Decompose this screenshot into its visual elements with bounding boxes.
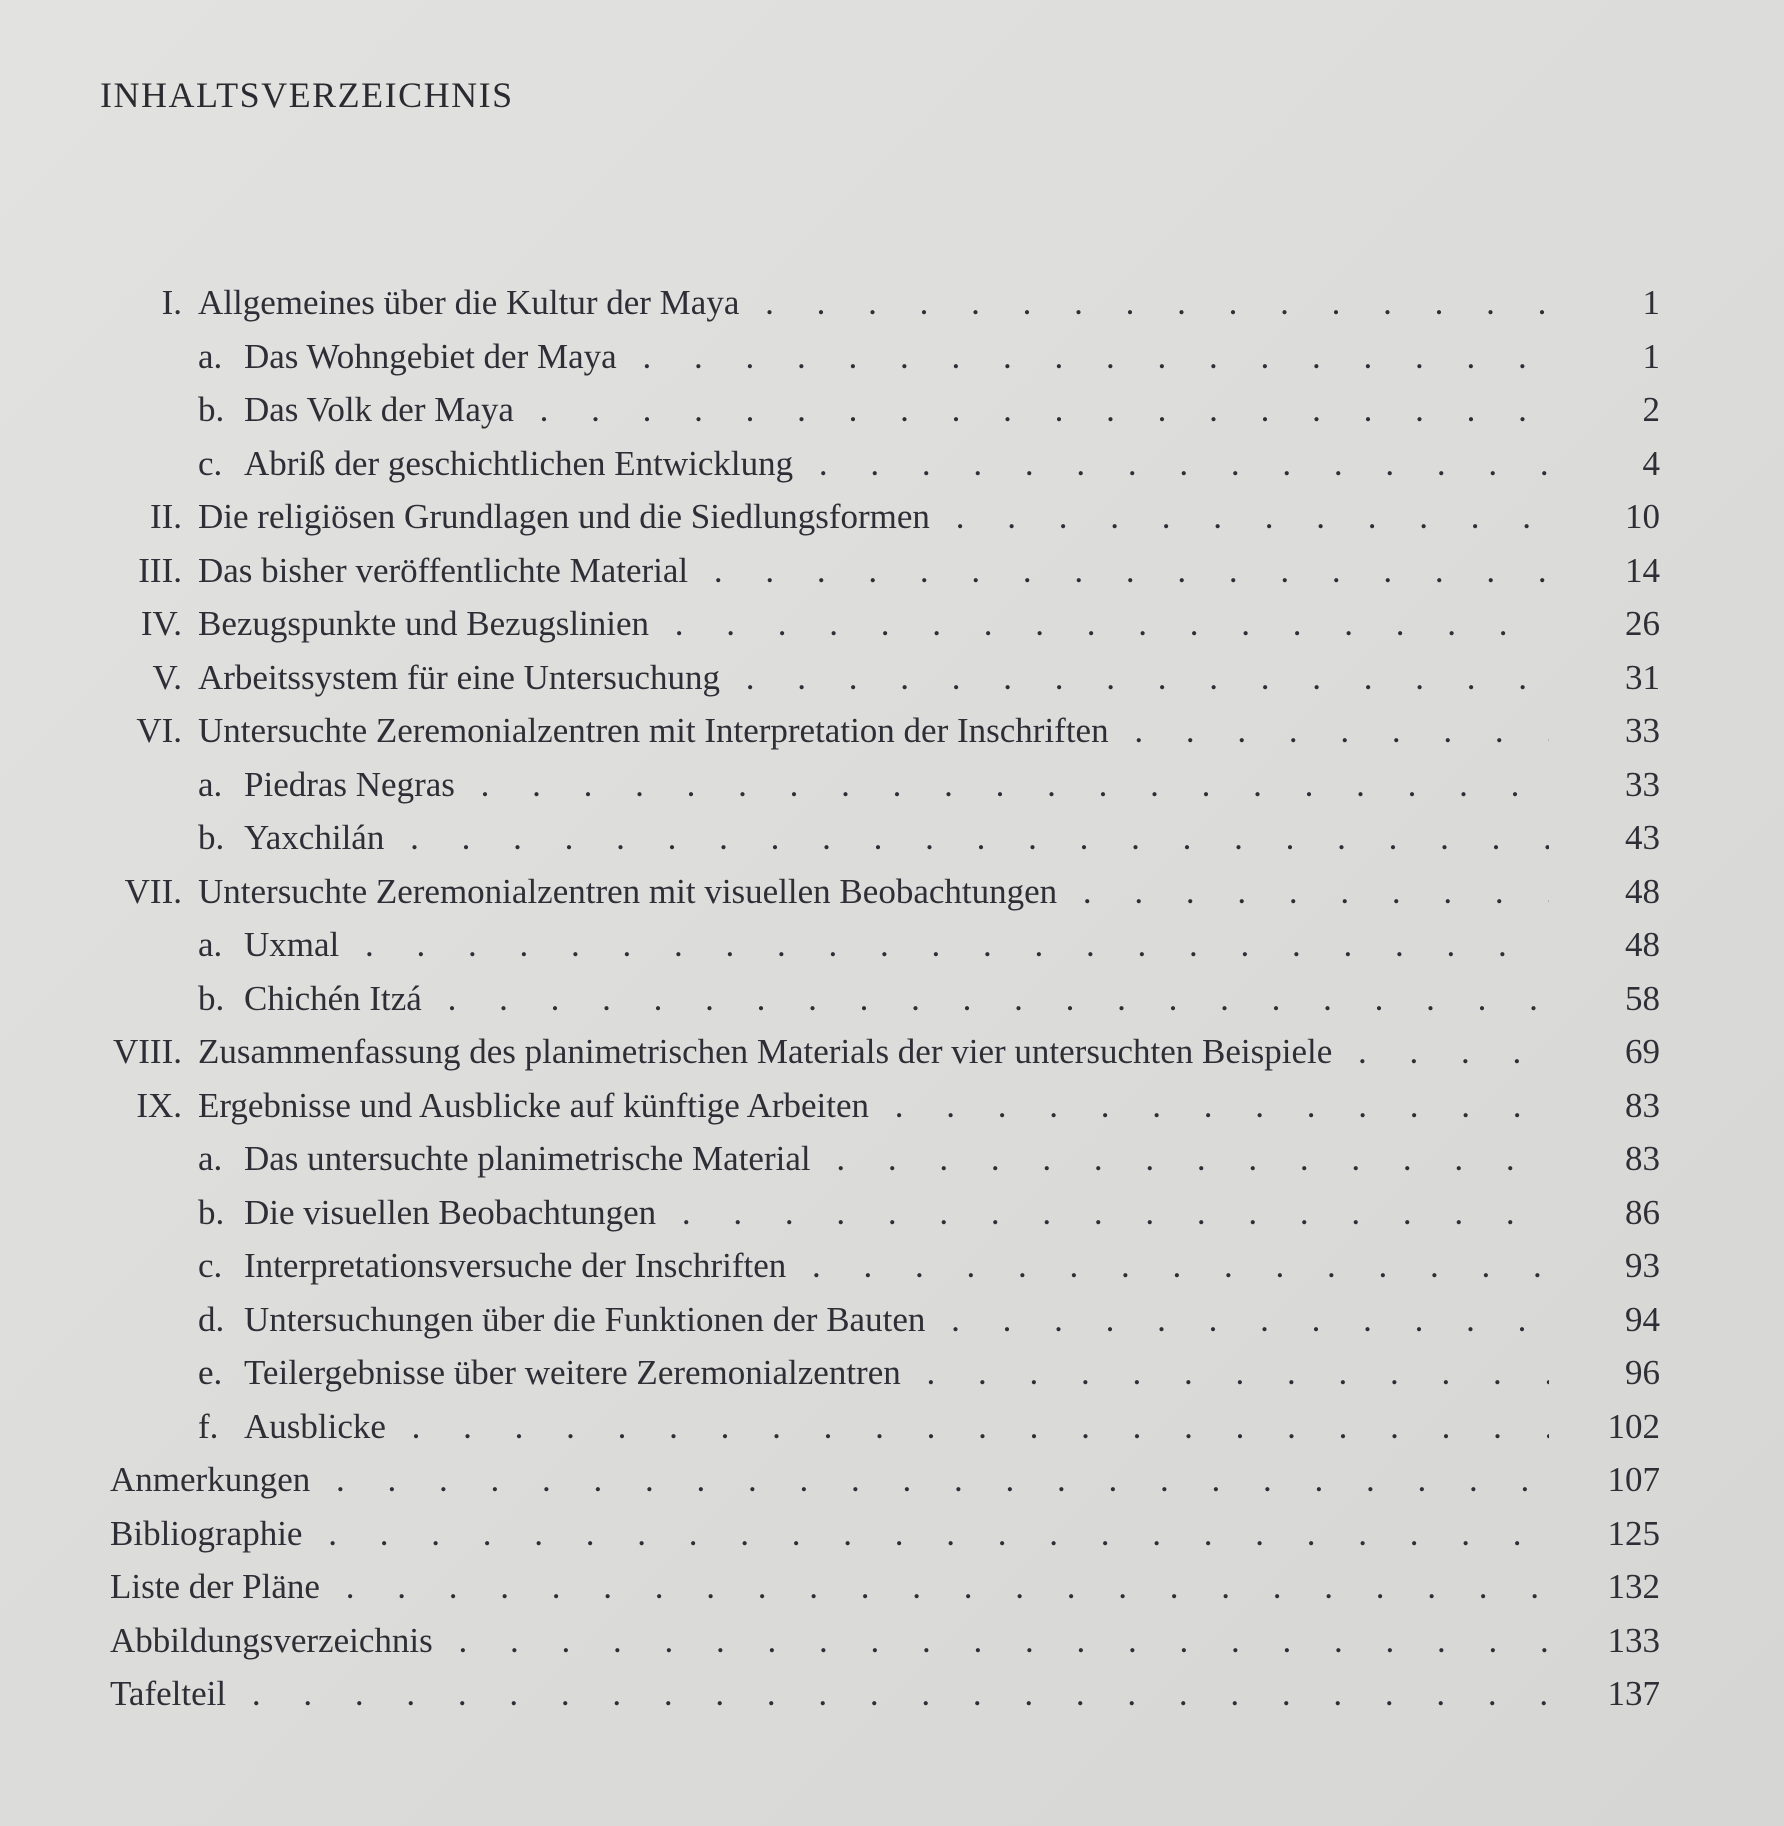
toc-entry <box>0 283 1784 337</box>
entry-title: Anmerkungen . . . <box>110 1460 1549 1500</box>
toc-subentry <box>0 1193 1784 1247</box>
toc-entry <box>0 711 1784 765</box>
section-letter: e. <box>198 1353 223 1392</box>
page-number: 125 <box>1607 1513 1660 1553</box>
page-number: 137 <box>1607 1674 1660 1713</box>
toc-subentry <box>0 818 1784 872</box>
section-letter: b. <box>198 978 225 1018</box>
toc-subentry <box>0 1300 1784 1354</box>
page-number: 83 <box>1625 1085 1660 1125</box>
page-number: 132 <box>1607 1567 1660 1606</box>
page-title: INHALTSVERZEICHNIS <box>100 75 514 115</box>
toc-subentry <box>0 1139 1784 1193</box>
section-letter: a. <box>198 336 223 376</box>
chapter-number: I. <box>161 283 182 322</box>
page-number: 107 <box>1607 1460 1660 1499</box>
toc-backmatter-entry <box>0 1460 1784 1514</box>
section-letter: a. <box>198 764 223 804</box>
page-number: 2 <box>1642 390 1660 429</box>
chapter-number: IX. <box>136 1085 182 1125</box>
page-number: 33 <box>1625 764 1660 804</box>
toc-entry <box>0 872 1784 926</box>
page-number: 10 <box>1625 497 1660 536</box>
page-number: 4 <box>1642 443 1660 483</box>
page-number: 26 <box>1625 604 1660 643</box>
entry-title: Abbildungsverzeichnis . . . <box>110 1621 1549 1661</box>
toc-backmatter-entry <box>0 1567 1784 1621</box>
toc-subentry <box>0 1353 1784 1407</box>
section-letter: a. <box>198 925 223 964</box>
entry-title: b. Yaxchilán . . . <box>198 818 1549 858</box>
entry-title: Tafelteil . . . <box>110 1674 1549 1714</box>
toc-entry <box>0 1032 1784 1086</box>
entry-title: f. Ausblicke . . . <box>198 1407 1549 1447</box>
page-number: 133 <box>1607 1620 1660 1660</box>
section-letter: c. <box>198 1246 223 1285</box>
page-number: 1 <box>1642 336 1660 376</box>
page-number: 86 <box>1625 1192 1660 1232</box>
toc-subentry <box>0 765 1784 819</box>
entry-title: c. Abriß der geschichtlichen Entwicklung . . . <box>198 444 1549 484</box>
page-number: 48 <box>1625 871 1660 911</box>
page-number: 102 <box>1607 1406 1660 1446</box>
toc-list <box>0 283 1784 1728</box>
entry-title: Untersuchte Zeremonialzentren mit visuellen Beobachtungen . . . <box>198 872 1549 912</box>
chapter-number: V. <box>152 657 182 697</box>
page-number: 96 <box>1625 1353 1660 1392</box>
entry-title: e. Teilergebnisse über weitere Zeremonialzentren . . . <box>198 1353 1549 1393</box>
entry-title: a. Uxmal . . . <box>198 925 1549 965</box>
page-number: 1 <box>1642 283 1660 322</box>
entry-title: a. Das untersuchte planimetrische Material . . . <box>198 1139 1549 1179</box>
toc-entry <box>0 497 1784 551</box>
chapter-number: III. <box>138 550 182 590</box>
toc-entry <box>0 604 1784 658</box>
toc-entry <box>0 1086 1784 1140</box>
entry-title: Ergebnisse und Ausblicke auf künftige Arbeiten . . . <box>198 1086 1549 1126</box>
page-number: 93 <box>1625 1246 1660 1285</box>
section-letter: d. <box>198 1299 225 1339</box>
toc-subentry <box>0 1407 1784 1461</box>
entry-title: Zusammenfassung des planimetrischen Materials der vier untersuchten Beispiele . . . <box>198 1032 1549 1072</box>
entry-title: d. Untersuchungen über die Funktionen der Bauten . . . <box>198 1300 1549 1340</box>
section-letter: c. <box>198 443 223 483</box>
toc-backmatter-entry <box>0 1674 1784 1728</box>
entry-title: Allgemeines über die Kultur der Maya . . . <box>198 283 1549 323</box>
entry-title: Liste der Pläne . . . <box>110 1567 1549 1607</box>
entry-title: c. Interpretationsversuche der Inschriften . . . <box>198 1246 1549 1286</box>
entry-title: Untersuchte Zeremonialzentren mit Interpretation der Inschriften . . . <box>198 711 1549 751</box>
chapter-number: IV. <box>140 604 182 643</box>
toc-backmatter-entry <box>0 1621 1784 1675</box>
entry-title: Bibliographie . . . <box>110 1514 1549 1554</box>
entry-title: Das bisher veröffentlichte Material . . . <box>198 551 1549 591</box>
page-number: 94 <box>1625 1299 1660 1339</box>
toc-subentry <box>0 390 1784 444</box>
page-number: 31 <box>1625 657 1660 697</box>
toc-subentry <box>0 337 1784 391</box>
page-number: 43 <box>1625 818 1660 857</box>
page-number: 14 <box>1625 550 1660 590</box>
page-number: 48 <box>1625 925 1660 964</box>
toc-subentry <box>0 925 1784 979</box>
section-letter: f. <box>198 1406 219 1446</box>
page-number: 58 <box>1625 978 1660 1018</box>
toc-subentry <box>0 1246 1784 1300</box>
chapter-number: II. <box>149 497 182 536</box>
entry-title: b. Die visuellen Beobachtungen . . . <box>198 1193 1549 1233</box>
section-letter: a. <box>198 1139 223 1178</box>
section-letter: b. <box>198 390 225 429</box>
chapter-number: VI. <box>136 711 182 750</box>
toc-entry <box>0 551 1784 605</box>
section-letter: b. <box>198 1192 225 1232</box>
toc-backmatter-entry <box>0 1514 1784 1568</box>
entry-title: Die religiösen Grundlagen und die Siedlungsformen . . . <box>198 497 1549 537</box>
section-letter: b. <box>198 818 225 857</box>
entry-title: Bezugspunkte und Bezugslinien . . . <box>198 604 1549 644</box>
toc-subentry <box>0 444 1784 498</box>
page-number: 33 <box>1625 711 1660 750</box>
entry-title: Arbeitssystem für eine Untersuchung . . . <box>198 658 1549 698</box>
chapter-number: VIII. <box>113 1032 182 1071</box>
chapter-number: VII. <box>124 871 182 911</box>
entry-title: a. Piedras Negras . . . <box>198 765 1549 805</box>
toc-entry <box>0 658 1784 712</box>
page-number: 69 <box>1625 1032 1660 1071</box>
entry-title: b. Das Volk der Maya . . . <box>198 390 1549 430</box>
toc-subentry <box>0 979 1784 1033</box>
page-number: 83 <box>1625 1139 1660 1178</box>
entry-title: b. Chichén Itzá . . . <box>198 979 1549 1019</box>
entry-title: a. Das Wohngebiet der Maya . . . <box>198 337 1549 377</box>
